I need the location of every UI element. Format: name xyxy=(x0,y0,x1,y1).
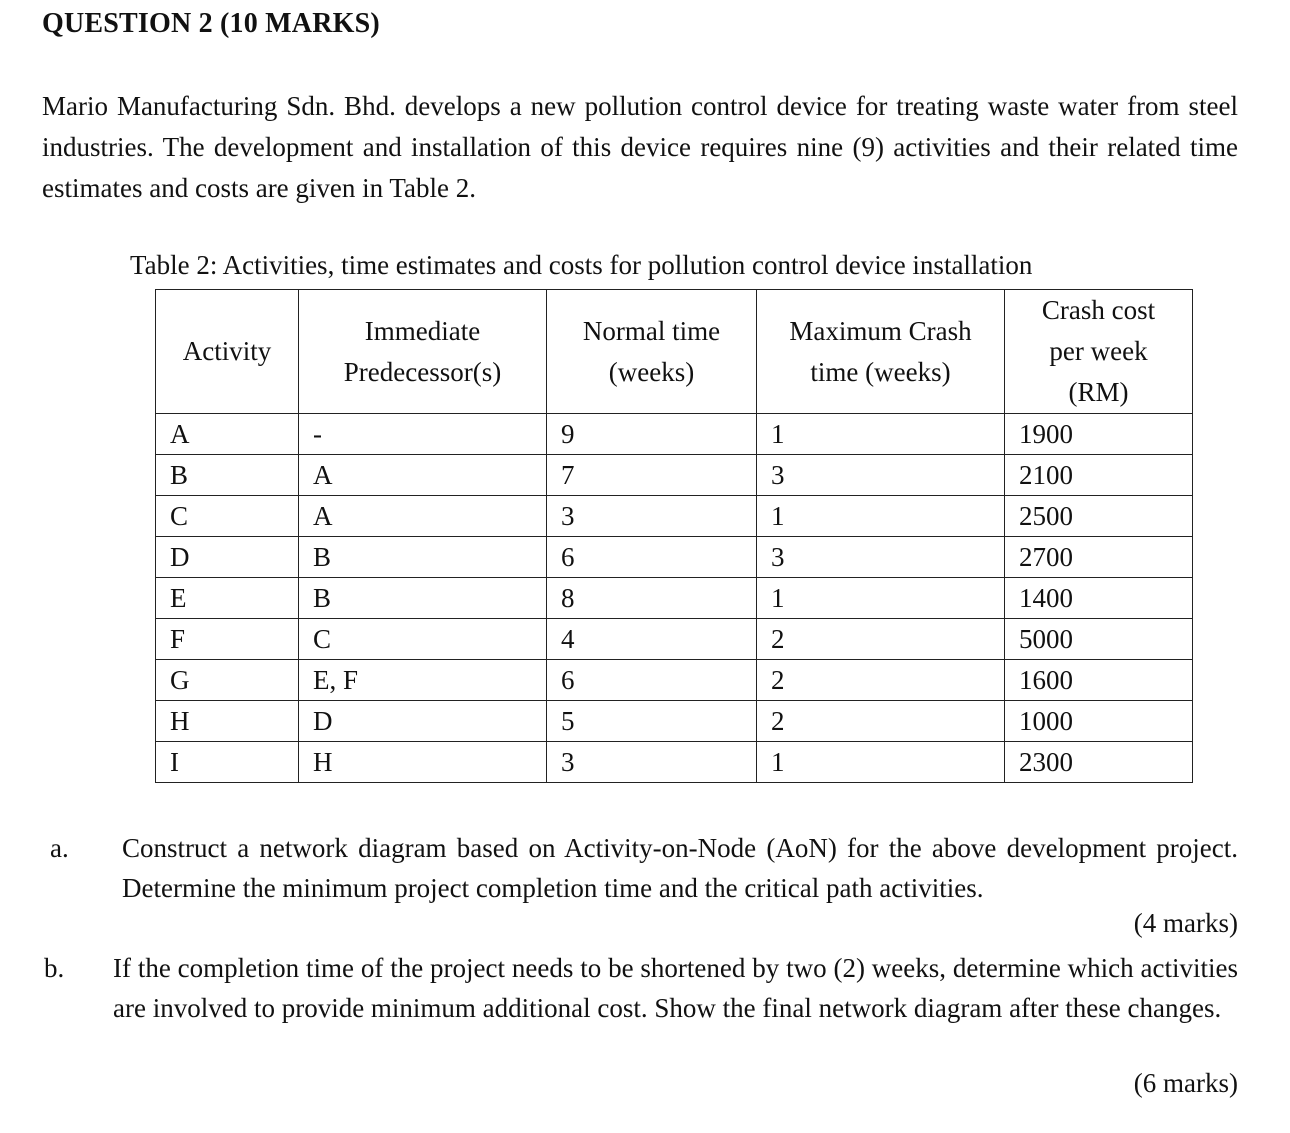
table-row xyxy=(156,619,1193,660)
cell-crash-time: 2 xyxy=(757,660,1005,701)
table-row xyxy=(156,578,1193,619)
cell-normal-time: 3 xyxy=(547,742,757,783)
cell-crash-cost: 1900 xyxy=(1005,414,1193,455)
cell-crash-time: 3 xyxy=(757,537,1005,578)
question-b-letter: b. xyxy=(44,953,65,983)
question-b-marks: (6 marks) xyxy=(1133,1068,1238,1098)
question-b-text: If the completion time of the project needs to be shortened by two (2) weeks, determine which activities are involved to provide minimum additional cost. Show the final network diagram after these changes. xyxy=(113,953,1238,1023)
cell-crash-cost: 1000 xyxy=(1005,701,1193,742)
cell-predecessors: B xyxy=(299,578,547,619)
cell-normal-time: 6 xyxy=(547,537,757,578)
cell-activity: F xyxy=(156,619,299,660)
table-row xyxy=(156,701,1193,742)
cell-predecessors: E, F xyxy=(299,660,547,701)
header-predecessors: Immediate Predecessor(s) xyxy=(299,290,547,414)
cell-crash-time: 2 xyxy=(757,619,1005,660)
question-a-letter: a. xyxy=(50,833,69,863)
cell-normal-time: 3 xyxy=(547,496,757,537)
cell-activity: H xyxy=(156,701,299,742)
header-normal-time: Normal time (weeks) xyxy=(547,290,757,414)
cell-crash-time: 1 xyxy=(757,496,1005,537)
table-row xyxy=(156,537,1193,578)
question-a-marks: (4 marks) xyxy=(1133,908,1238,938)
cell-crash-time: 3 xyxy=(757,455,1005,496)
header-crash-cost: Crash cost per week (RM) xyxy=(1005,290,1193,414)
cell-crash-time: 1 xyxy=(757,414,1005,455)
intro-paragraph: Mario Manufacturing Sdn. Bhd. develops a new pollution control device for treating waste water from steel industries. The development and installation of this device requires nine (9) activities and their related time estimates and costs are given in Table 2. xyxy=(42,91,1238,203)
cell-normal-time: 5 xyxy=(547,701,757,742)
table-row xyxy=(156,742,1193,783)
cell-activity: G xyxy=(156,660,299,701)
question-a-text: Construct a network diagram based on Activity-on-Node (AoN) for the above development project. Determine the minimum project completion time and the critical path activities. xyxy=(122,833,1238,903)
cell-crash-time: 2 xyxy=(757,701,1005,742)
cell-activity: C xyxy=(156,496,299,537)
cell-predecessors: C xyxy=(299,619,547,660)
table-row xyxy=(156,414,1193,455)
table-row xyxy=(156,496,1193,537)
cell-crash-cost: 1400 xyxy=(1005,578,1193,619)
cell-activity: A xyxy=(156,414,299,455)
activities-table xyxy=(155,289,1193,783)
cell-crash-time: 1 xyxy=(757,742,1005,783)
cell-normal-time: 4 xyxy=(547,619,757,660)
cell-crash-cost: 2500 xyxy=(1005,496,1193,537)
header-crash-time: Maximum Crash time (weeks) xyxy=(757,290,1005,414)
cell-normal-time: 7 xyxy=(547,455,757,496)
header-activity: Activity xyxy=(156,290,299,414)
cell-predecessors: A xyxy=(299,455,547,496)
cell-normal-time: 9 xyxy=(547,414,757,455)
table-row xyxy=(156,660,1193,701)
cell-predecessors: - xyxy=(299,414,547,455)
cell-activity: D xyxy=(156,537,299,578)
cell-normal-time: 8 xyxy=(547,578,757,619)
cell-predecessors: A xyxy=(299,496,547,537)
cell-activity: B xyxy=(156,455,299,496)
cell-predecessors: B xyxy=(299,537,547,578)
cell-crash-cost: 2700 xyxy=(1005,537,1193,578)
cell-crash-time: 1 xyxy=(757,578,1005,619)
cell-activity: I xyxy=(156,742,299,783)
cell-predecessors: D xyxy=(299,701,547,742)
cell-normal-time: 6 xyxy=(547,660,757,701)
cell-crash-cost: 2300 xyxy=(1005,742,1193,783)
cell-predecessors: H xyxy=(299,742,547,783)
cell-crash-cost: 5000 xyxy=(1005,619,1193,660)
table-header-row xyxy=(156,290,1193,414)
cell-crash-cost: 1600 xyxy=(1005,660,1193,701)
cell-activity: E xyxy=(156,578,299,619)
table-caption: Table 2: Activities, time estimates and costs for pollution control device installation xyxy=(130,250,1033,280)
table-row xyxy=(156,455,1193,496)
cell-crash-cost: 2100 xyxy=(1005,455,1193,496)
question-heading: QUESTION 2 (10 MARKS) xyxy=(42,8,380,39)
table-body xyxy=(156,414,1193,783)
